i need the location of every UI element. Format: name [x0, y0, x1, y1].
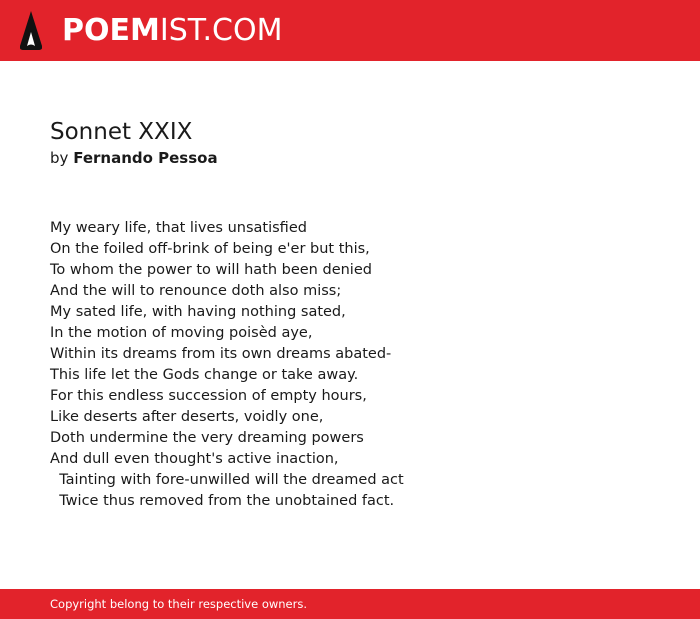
logo-text-light: IST.COM	[159, 13, 283, 48]
poem-line: And the will to renounce doth also miss;	[50, 283, 342, 299]
poem-line: Like deserts after deserts, voidly one,	[50, 409, 324, 425]
poem-line: To whom the power to will hath been denied	[50, 262, 372, 278]
poem-line: My weary life, that lives unsatisfied	[50, 220, 307, 236]
poem-line: My sated life, with having nothing sated,	[50, 304, 346, 320]
pencil-tip-icon	[18, 10, 44, 52]
logo-text-bold: POEM	[62, 13, 160, 48]
poem-line: In the motion of moving poisèd aye,	[50, 325, 313, 341]
poem-content	[50, 118, 650, 512]
site-logo[interactable]	[18, 10, 282, 52]
poem-author: Fernando Pessoa	[73, 149, 218, 167]
poem-line: Tainting with fore-unwilled will the dreamed act	[50, 472, 404, 488]
poem-byline	[50, 148, 650, 168]
poem-line: Twice thus removed from the unobtained fact.	[50, 493, 395, 509]
site-footer	[0, 589, 700, 619]
copyright-notice: Copyright belong to their respective owners.	[50, 597, 308, 611]
poem-body	[50, 218, 650, 512]
site-header	[0, 0, 700, 61]
poem-title: Sonnet XXIX	[50, 119, 193, 145]
poem-line: And dull even thought's active inaction,	[50, 451, 339, 467]
poem-line: Within its dreams from its own dreams abated-	[50, 346, 392, 362]
byline-prefix: by	[50, 149, 69, 167]
poem-line: Doth undermine the very dreaming powers	[50, 430, 364, 446]
site-logo-text	[62, 10, 282, 52]
poem-line: On the foiled off-brink of being e'er but this,	[50, 241, 370, 257]
poem-line: For this endless succession of empty hours,	[50, 388, 367, 404]
poem-line: This life let the Gods change or take away.	[50, 367, 359, 383]
